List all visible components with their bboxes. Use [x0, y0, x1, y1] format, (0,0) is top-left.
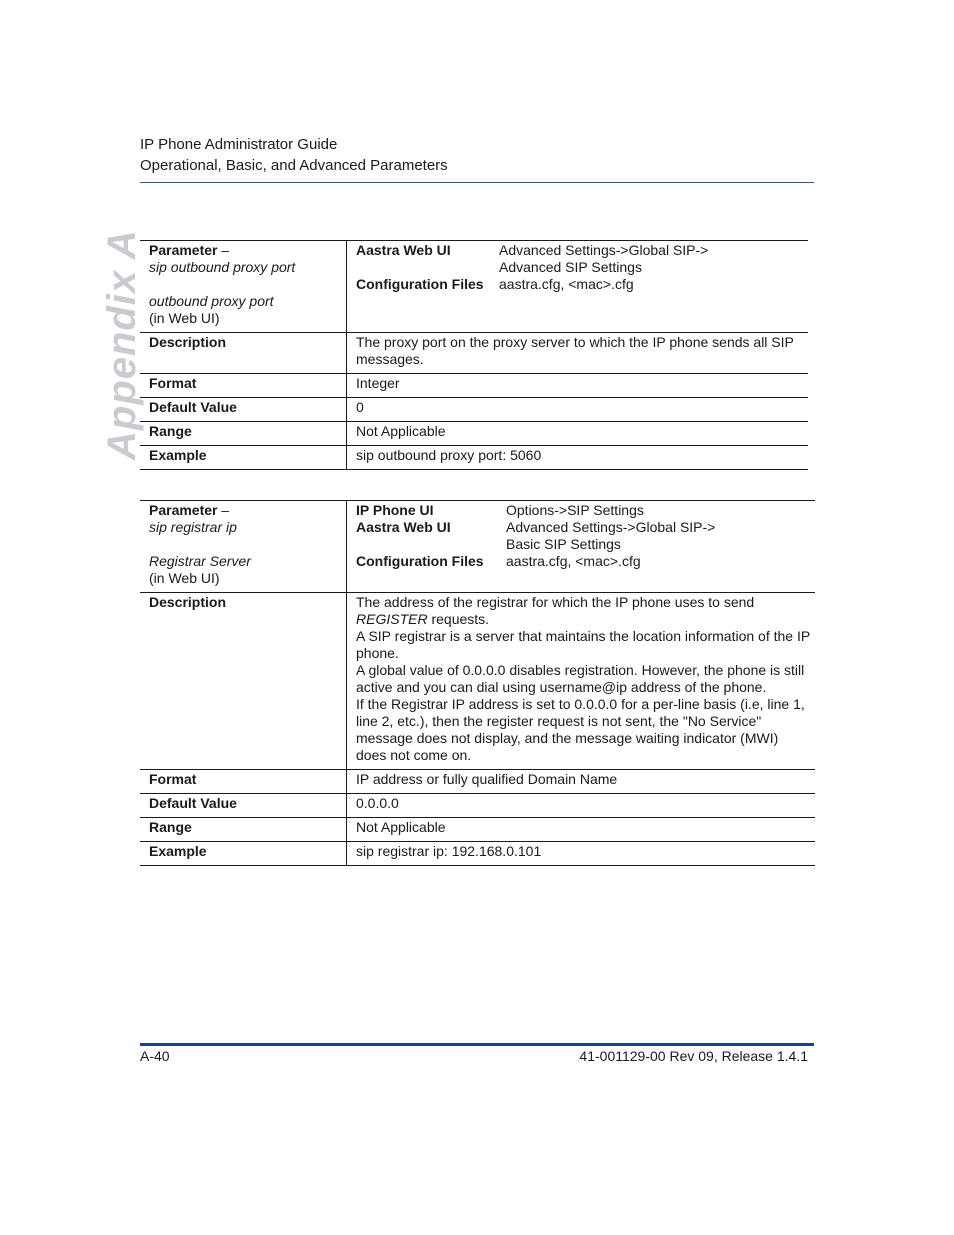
- location-key: Aastra Web UI: [356, 519, 451, 535]
- row-value: 0: [347, 398, 809, 422]
- row-label: Description: [140, 593, 347, 770]
- page-number: A-40: [140, 1048, 170, 1064]
- row-value: sip outbound proxy port: 5060: [347, 446, 809, 470]
- row-value: Not Applicable: [347, 818, 816, 842]
- row-value: 0.0.0.0: [347, 794, 816, 818]
- row-label: Range: [140, 422, 347, 446]
- location-entry: [356, 502, 811, 519]
- table-row: [140, 241, 808, 333]
- table-row: [140, 818, 815, 842]
- table-row: [140, 842, 815, 866]
- row-label: Default Value: [140, 398, 347, 422]
- table-row: [140, 593, 815, 770]
- webui-name: outbound proxy port: [149, 293, 274, 309]
- table-row: [140, 770, 815, 794]
- description-paragraph: A SIP registrar is a server that maintains the location information of the IP phone.: [356, 628, 810, 661]
- description-paragraph: If the Registrar IP address is set to 0.0.0.0 for a per-line basis (i.e, line 1, line 2, etc.), then the register request is not sent, the "No Service" message does not display, and the message waiting indicator (MWI) does not come on.: [356, 696, 805, 763]
- header-divider: [140, 182, 814, 183]
- row-value: sip registrar ip: 192.168.0.101: [347, 842, 816, 866]
- footer-divider: [140, 1043, 814, 1046]
- parameter-label: Parameter: [149, 242, 218, 258]
- location-key: Configuration Files: [356, 276, 484, 292]
- document-id: 41-001129-00 Rev 09, Release 1.4.1: [579, 1048, 808, 1064]
- appendix-side-label: Appendix A: [100, 229, 144, 460]
- location-entry: [356, 519, 811, 553]
- parameter-label: Parameter: [149, 502, 218, 518]
- row-label: Format: [140, 374, 347, 398]
- row-label: Example: [140, 842, 347, 866]
- table-row: [140, 794, 815, 818]
- row-label: Range: [140, 818, 347, 842]
- table-row: [140, 333, 808, 374]
- header-subtitle: Operational, Basic, and Advanced Parameters: [140, 157, 448, 174]
- row-label: Format: [140, 770, 347, 794]
- row-value: The proxy port on the proxy server to which the IP phone sends all SIP messages.: [347, 333, 809, 374]
- webui-note: (in Web UI): [149, 570, 220, 586]
- parameter-dash: –: [217, 242, 230, 258]
- table-row: [140, 501, 815, 593]
- table-row: [140, 446, 808, 470]
- location-entry: [356, 276, 804, 293]
- table-row: [140, 422, 808, 446]
- location-cell: [347, 241, 809, 333]
- row-label: Default Value: [140, 794, 347, 818]
- location-cell: [347, 501, 816, 593]
- parameter-cell: [140, 501, 347, 593]
- parameter-dash: –: [217, 502, 230, 518]
- location-value: Basic SIP Settings: [506, 536, 621, 552]
- description-cell: [347, 593, 816, 770]
- parameter-table-outbound-proxy-port: [140, 240, 808, 470]
- location-entry: [356, 553, 811, 570]
- parameter-table-registrar-ip: [140, 500, 815, 866]
- location-key: Configuration Files: [356, 553, 484, 569]
- location-entry: [356, 242, 804, 276]
- location-value: Advanced Settings->Global SIP->: [499, 242, 709, 258]
- row-value: Not Applicable: [347, 422, 809, 446]
- location-key: Aastra Web UI: [356, 242, 451, 258]
- location-value: Advanced Settings->Global SIP->: [506, 519, 716, 535]
- description-paragraph: A global value of 0.0.0.0 disables registration. However, the phone is still active and you can dial using username@ip address of the phone.: [356, 662, 805, 695]
- row-label: Example: [140, 446, 347, 470]
- location-value: aastra.cfg, <mac>.cfg: [506, 553, 641, 569]
- parameter-cell: [140, 241, 347, 333]
- header-title: IP Phone Administrator Guide: [140, 136, 338, 153]
- webui-name: Registrar Server: [149, 553, 251, 569]
- location-value: Options->SIP Settings: [506, 502, 644, 518]
- row-value: Integer: [347, 374, 809, 398]
- parameter-name: sip outbound proxy port: [149, 259, 296, 275]
- webui-note: (in Web UI): [149, 310, 220, 326]
- location-key: IP Phone UI: [356, 502, 434, 518]
- row-value: IP address or fully qualified Domain Name: [347, 770, 816, 794]
- table-row: [140, 374, 808, 398]
- location-value: Advanced SIP Settings: [499, 259, 642, 275]
- description-paragraph: The address of the registrar for which the IP phone uses to send REGISTER requests.: [356, 594, 755, 627]
- parameter-name: sip registrar ip: [149, 519, 237, 535]
- row-label: Description: [140, 333, 347, 374]
- table-row: [140, 398, 808, 422]
- location-value: aastra.cfg, <mac>.cfg: [499, 276, 634, 292]
